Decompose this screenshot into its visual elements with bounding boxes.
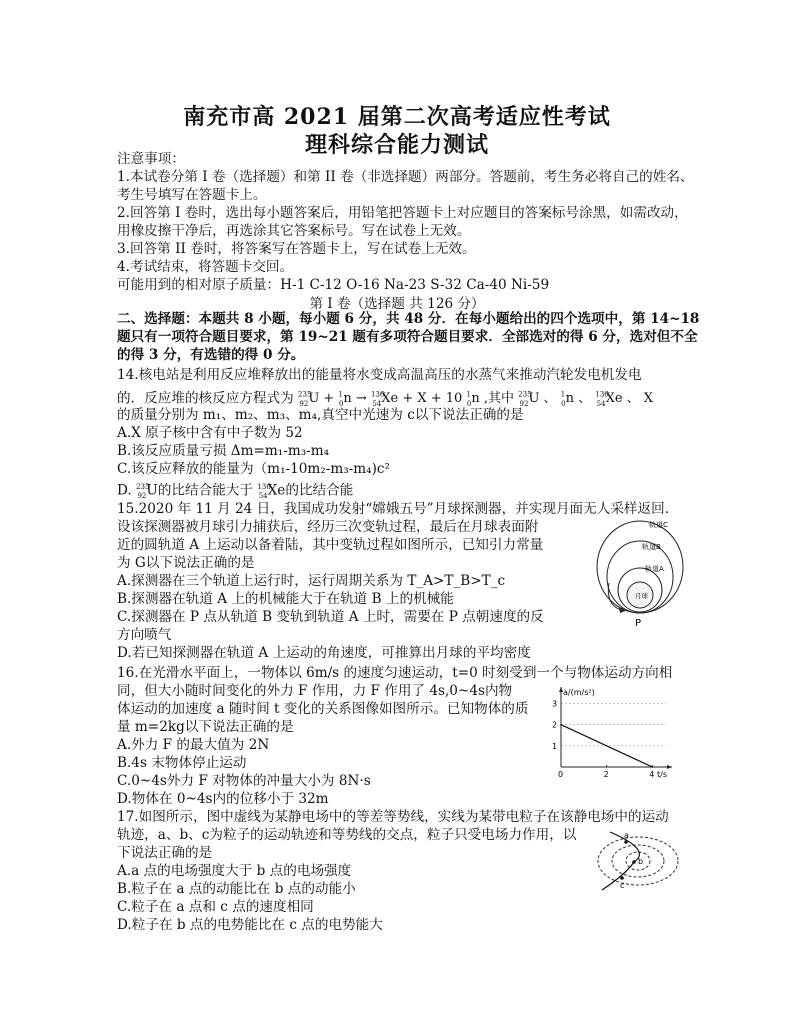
label-orbit-c: 轨道C [649, 521, 668, 529]
q16-option-d: D.物体在 0~4s内的位移小于 32m [117, 791, 329, 807]
q17-line-3: 下说法正确的是 [117, 845, 213, 861]
exam-subtitle: 理科综合能力测试 [304, 132, 489, 158]
label-c: c [620, 881, 625, 890]
x-axis-arrow [667, 765, 672, 769]
notice-line-6: 4.考试结束，将答题卡交回。 [117, 259, 294, 275]
notice-heading: 注意事项： [117, 151, 185, 167]
q15-option-d: D.若已知探测器在轨道 A 上运动的角速度，可推算出月球的平均密度 [117, 645, 531, 661]
q14-line-3: 的质量分别为 m₁、m₂、m₃、m₄,真空中光速为 c以下说法正确的是 [117, 407, 524, 423]
chart-axes [552, 687, 672, 779]
q17-line-1: 17.如图所示，图中虚线为某静电场中的等差等势线，实线为某带电粒子在该静电场中的运动 [117, 809, 669, 825]
q15-option-b: B.探测器在轨道 A 上的机械能大于在轨道 B 上的机械能 [117, 591, 454, 607]
section2-line-3: 的得 3 分，有选错的得 0 分。 [117, 347, 305, 363]
q15-line-1: 15.2020 年 11 月 24 日，我国成功发射“嫦娥五号”月球探测器，并实现月面无人采样返回． [117, 501, 679, 517]
notice-line-1: 1.本试卷分第 I 卷（选择题）和第 II 卷（非选择题）两部分。答题前，考生务必将自己的姓名、 [117, 169, 694, 185]
q14-option-a: A.X 原子核中含有中子数为 52 [117, 425, 303, 441]
section-header: 第 I 卷（选择题 共 126 分） [309, 296, 485, 312]
arrow-path [608, 583, 625, 611]
equipotential-diagram [590, 826, 685, 898]
q14-d-mid: U的比结合能大于 [146, 482, 253, 499]
data-point [652, 766, 654, 768]
q14-option-d: D. $^{235}_{92}$U的比结合能大于 $^{136}_{54}$Xe的比结合能 [117, 482, 354, 501]
label-a: a [624, 831, 629, 840]
q14-d-post: Xe的比结合能 [267, 482, 354, 499]
q15-line-4: 为 G以下说法正确的是 [117, 555, 255, 571]
q14-option-c: C.该反应释放的能量为（m₁-10m₂-m₃-m₄)c² [117, 461, 390, 477]
q14-line-2-text: 的．反应堆的核反应方程式为 [117, 390, 294, 407]
exam-title: 南充市高 2021 届第二次高考适应性考试 [183, 104, 611, 130]
q16-option-c: C.0~4s外力 F 对物体的冲量大小为 8N·s [117, 773, 371, 789]
x-axis-label: t/s [657, 770, 667, 779]
q14-line-1: 14.核电站是利用反应堆释放出的能量将水变成高温高压的水蒸气来推动汽轮发电机发电 [117, 367, 642, 383]
q16-acceleration-chart [545, 685, 680, 783]
y-axis-label: a/(m/s²) [563, 688, 595, 697]
q15-option-c-2: 方向喷气 [117, 627, 172, 643]
q15-line-2: 设该探测器被月球引力捕获后，经历三次变轨过程，最后在月球表面附 [117, 519, 539, 535]
q15-option-a: A.探测器在三个轨道上运行时，运行周期关系为 T_A>T_B>T_c [117, 573, 506, 589]
q17-option-b: B.粒子在 a 点的动能比在 b 点的动能小 [117, 881, 356, 897]
q17-line-2: 轨迹，a、b、c为粒子的运动轨迹和等势线的交点，粒子只受电场力作用，以 [117, 827, 577, 843]
q16-line-1: 16.在光滑水平面上，一物体以 6m/s 的速度匀速运动，t=0 时刻受到一个与物体运动方向相 [117, 665, 673, 681]
notice-line-4: 用橡皮擦干净后，再选涂其它答案标号。写在试卷上无效。 [117, 223, 471, 239]
orbit-diagram [585, 515, 695, 630]
section2-line-2: 题只有一项符合题目要求，第 19~21 题有多项符合题目要求．全部选对的得 6 分，选对但不全 [117, 329, 698, 345]
point-a [624, 840, 628, 844]
q15-line-3: 近的圆轨道 A 上运动以备着陆，其中变轨过程如图所示，已知引力常量 [117, 537, 544, 553]
label-moon: 月球 [635, 592, 648, 600]
y-tick-label: 1 [552, 741, 558, 751]
atomic-mass-line: 可能用到的相对原子质量：H-1 C-12 O-16 Na-23 S-32 Ca-40 Ni-59 [117, 277, 550, 293]
q14-d-prefix: D. [117, 482, 132, 499]
point-b [632, 860, 636, 864]
q17-option-c: C.粒子在 a 点和 c 点的速度相同 [117, 899, 314, 915]
point-c [620, 876, 624, 880]
q17-option-a: A.a 点的电场强度大于 b 点的电场强度 [117, 863, 352, 879]
q14-option-b: B.该反应质量亏损 Δm=m₁-m₃-m₄ [117, 443, 330, 459]
label-orbit-b: 轨道B [642, 543, 661, 551]
data-point [560, 724, 562, 726]
notice-line-5: 3.回答第 II 卷时，将答案写在答题卡上，写在试卷上无效。 [117, 241, 476, 257]
label-b: b [638, 857, 644, 866]
q16-line-3: 体运动的加速度 a 随时间 t 变化的关系图像如图所示。已知物体的质 [117, 701, 529, 717]
x-tick-label: 2 [603, 770, 609, 779]
section2-line-1: 二、选择题：本题共 8 小题，每小题 6 分，共 48 分．在每小题给出的四个选项中，第 14~18 [117, 311, 700, 327]
x-tick-label: 4 [649, 770, 655, 779]
q16-option-a: A.外力 F 的最大值为 2N [117, 737, 270, 753]
q17-option-d: D.粒子在 b 点的电势能比在 c 点的电势能大 [117, 917, 383, 933]
q15-option-c-1: C.探测器在 P 点从轨道 B 变轨到轨道 A 上时，需要在 P 点朝速度的反 [117, 609, 544, 625]
q16-line-4: 量 m=2kg以下说法正确的是 [117, 719, 294, 735]
label-orbit-a: 轨道A [645, 565, 664, 573]
x-tick-label: 0 [558, 770, 564, 779]
q16-line-2: 同，但大小随时间变化的外力 F 作用，力 F 作用了 4s,0~4s内物 [117, 683, 513, 699]
label-p: P [635, 618, 642, 629]
q16-option-b: B.4s 末物体停止运动 [117, 755, 247, 771]
notice-line-3: 2.回答第 I 卷时，选出每小题答案后，用铅笔把答题卡上对应题目的答案标号涂黑，如需改动， [117, 205, 688, 221]
q14-nuclear-equation: $^{235}_{92}$U + $^1_0$n → $^{136}_{54}$Xe + X + 10 $^1_0$n ,其中 $^{235}_{92}$U 、 $^1_0$n 、 $^{136}_{54}$Xe 、 X [298, 391, 654, 408]
y-tick-label: 2 [552, 720, 558, 730]
notice-line-2: 考生号填写在答题卡上。 [117, 187, 267, 203]
y-tick-label: 3 [552, 699, 558, 709]
